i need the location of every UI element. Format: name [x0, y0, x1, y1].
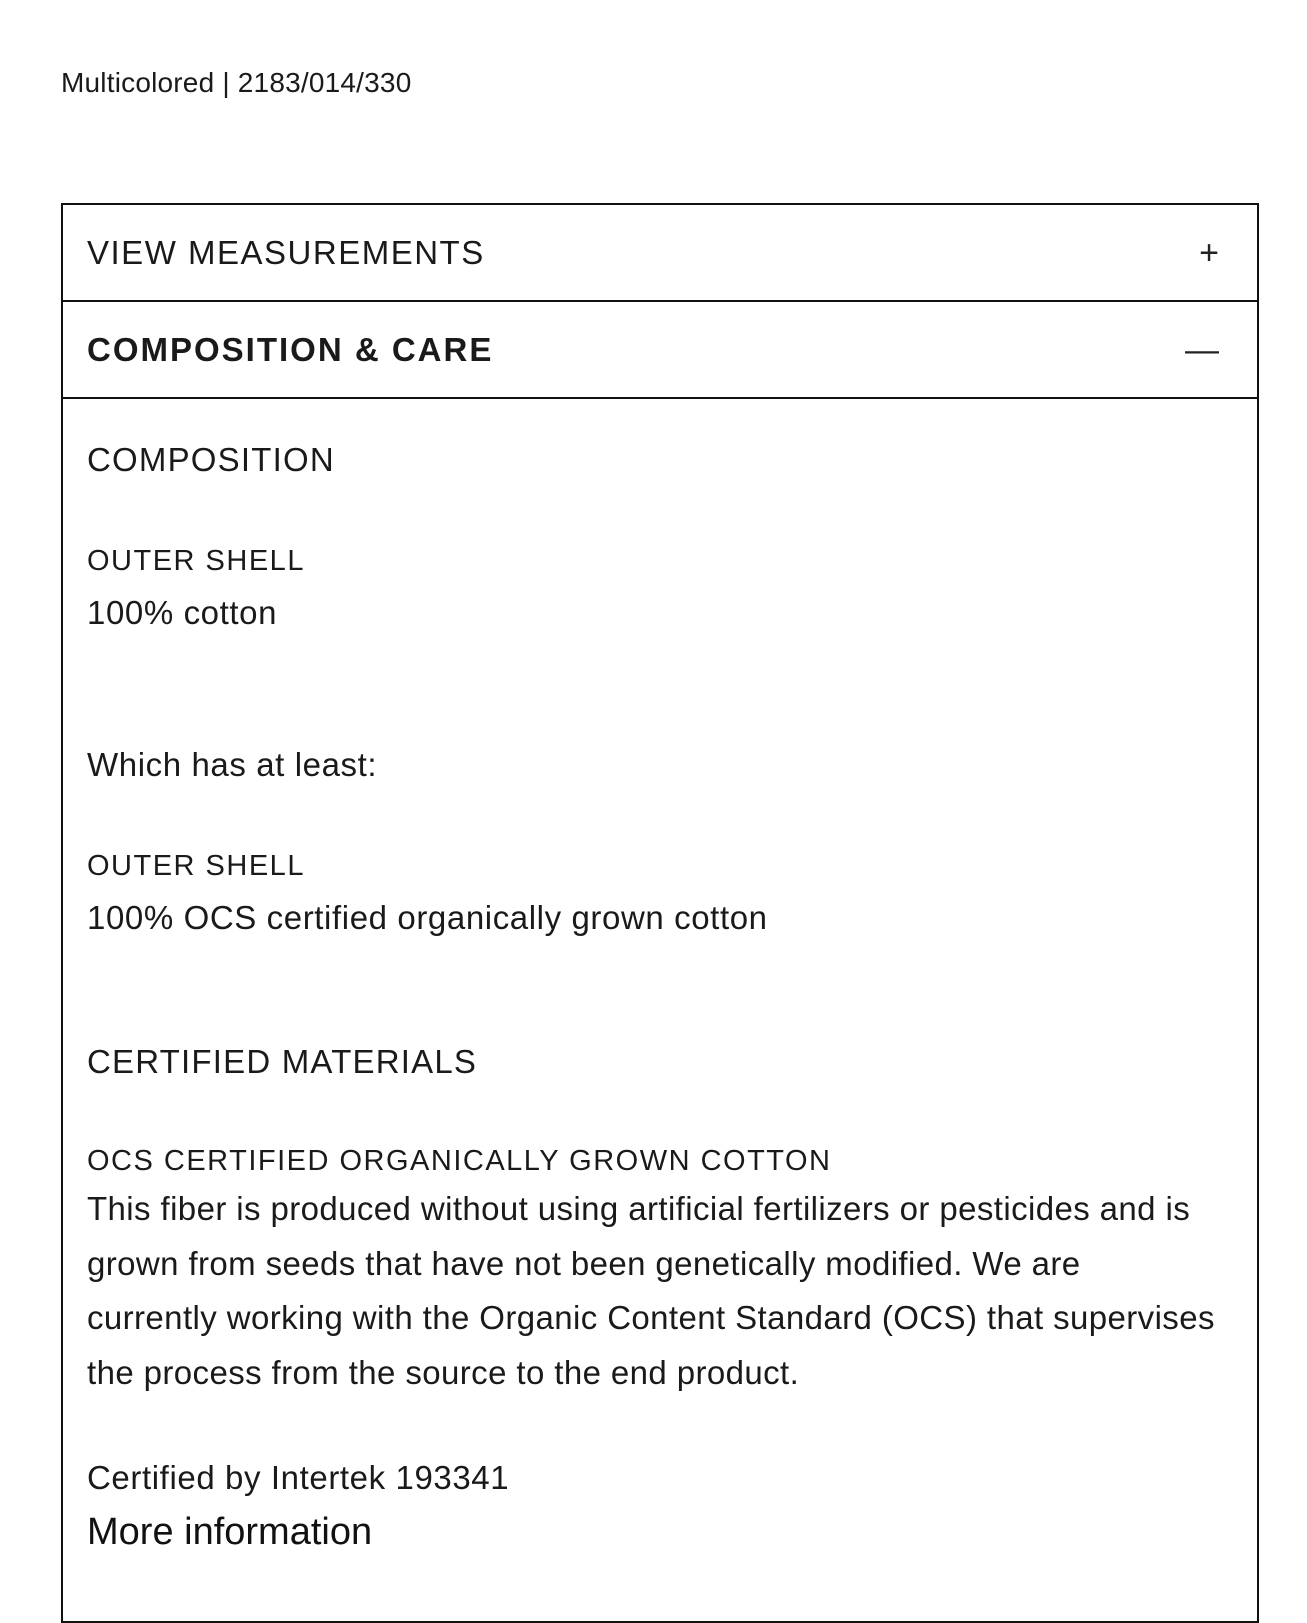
certified-by-text: Certified by Intertek 193341 [87, 1459, 510, 1496]
certified-materials-heading: CERTIFIED MATERIALS [87, 1043, 478, 1080]
outer-shell-value: 100% cotton [87, 594, 278, 631]
product-details-accordion [61, 203, 1259, 1623]
ocs-cotton-label: OCS CERTIFIED ORGANICALLY GROWN COTTON [87, 1145, 832, 1177]
composition-care-title: COMPOSITION & CARE [87, 330, 494, 368]
certified-outer-shell-label: OUTER SHELL [87, 850, 305, 882]
ocs-cotton-description: This fiber is produced without using artificial fertilizers or pesticides and is grown from seeds that have not been genetically modified. We are currently working with the Organic Content Standard (OCS) that supervises the process from the source to the end product. [87, 1190, 1215, 1391]
composition-heading: COMPOSITION [87, 441, 335, 478]
more-information-link[interactable]: More information [87, 1511, 373, 1553]
outer-shell-label: OUTER SHELL [87, 545, 305, 577]
expand-plus-icon[interactable]: + [1199, 233, 1219, 272]
view-measurements-header[interactable] [63, 205, 1257, 302]
certified-outer-shell-value: 100% OCS certified organically grown cotton [87, 899, 768, 936]
view-measurements-title: VIEW MEASUREMENTS [87, 233, 485, 271]
composition-care-header[interactable] [63, 302, 1257, 399]
which-has-at-least-text: Which has at least: [87, 746, 378, 783]
product-color-reference: Multicolored | 2183/014/330 [61, 67, 412, 98]
collapse-minus-icon[interactable]: — [1185, 330, 1219, 369]
